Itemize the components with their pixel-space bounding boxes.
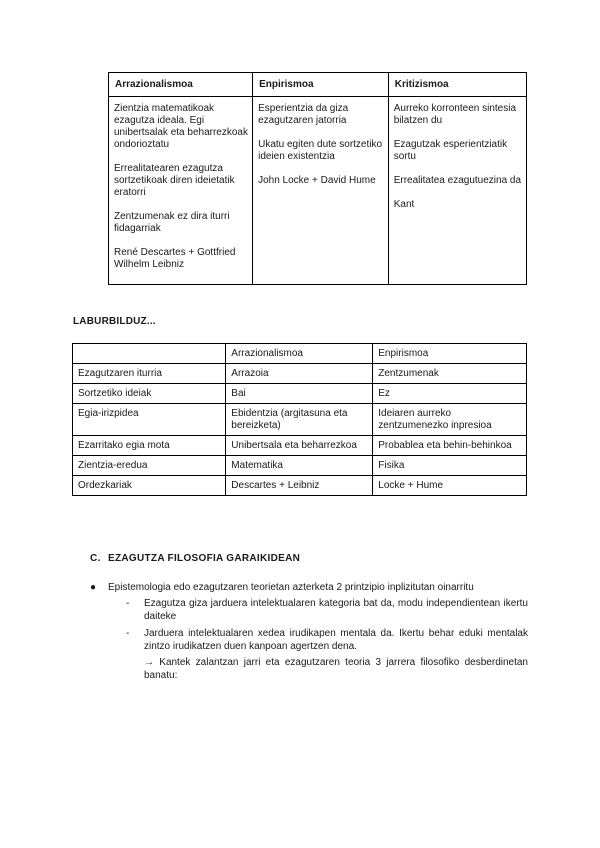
- table-cell: Ez: [373, 384, 527, 404]
- bullet-icon: ●: [90, 582, 97, 593]
- sub-item-text: → Kantek zalantzan jarri eta ezagutzaren teoria 3 jarrera filosofiko desberdinetan banatu:: [144, 657, 528, 681]
- paragraph: John Locke + David Hume: [258, 175, 376, 186]
- row-label: Ezarritako egia mota: [73, 436, 226, 456]
- paragraph: René Descartes + Gottfried Wilhelm Leibniz: [114, 247, 236, 270]
- table-cell: Arrazoia: [226, 364, 373, 384]
- header-arrazionalismoa: Arrazionalismoa: [109, 73, 253, 97]
- table-cell: Matematika: [226, 456, 373, 476]
- paragraph: Esperientzia da giza ezagutzaren jatorria: [258, 103, 349, 126]
- section-c-heading: [90, 553, 300, 564]
- table-cell: Probablea eta behin-behinkoa: [373, 436, 527, 456]
- paragraph: Kant: [393, 199, 415, 210]
- section-letter: C.: [90, 553, 101, 564]
- comparison-table: [108, 72, 527, 285]
- table-row: [73, 456, 527, 476]
- cell-enpirismoa: [253, 97, 389, 285]
- sub-item: [126, 627, 528, 653]
- row-label: Ordezkariak: [73, 476, 226, 496]
- sub-item: [126, 597, 528, 623]
- paragraph: Ezagutzak esperientziatik sortu: [393, 139, 508, 162]
- header-empty: [73, 344, 226, 364]
- paragraph: Errealitatea ezagutuezina da: [393, 175, 522, 186]
- cell-kritizismoa: [388, 97, 526, 285]
- header-kritizismoa: Kritizismoa: [388, 73, 526, 97]
- table-row: [73, 404, 527, 436]
- row-label: Sortzetiko ideiak: [73, 384, 226, 404]
- row-label: Ezagutzaren iturria: [73, 364, 226, 384]
- row-label: Zientzia-eredua: [73, 456, 226, 476]
- paragraph: Zientzia matematikoak ezagutza ideala. Egi unibertsalak eta beharrezkoak ondorioztatu: [114, 103, 248, 150]
- table-row: [73, 364, 527, 384]
- table-row: [73, 384, 527, 404]
- table-row: [73, 436, 527, 456]
- laburbilduz-heading: LABURBILDUZ...: [73, 316, 156, 327]
- table-header-row: [109, 73, 527, 97]
- summary-table: [72, 343, 527, 496]
- header-enpirismoa: Enpirismoa: [373, 344, 527, 364]
- header-enpirismoa: Enpirismoa: [253, 73, 389, 97]
- table-row: [109, 97, 527, 285]
- section-title: EZAGUTZA FILOSOFIA GARAIKIDEAN: [108, 553, 301, 564]
- paragraph: Aurreko korronteen sintesia bilatzen du: [393, 103, 517, 126]
- table-header-row: [73, 344, 527, 364]
- header-arrazionalismoa: Arrazionalismoa: [226, 344, 373, 364]
- table-cell: Ideiaren aurreko zentzumenezko inpresioa: [373, 404, 527, 436]
- bullet-text: Epistemologia edo ezagutzaren teorietan azterketa 2 printzipio inplizitutan oinarritu: [108, 582, 474, 593]
- table-cell: Fisika: [373, 456, 527, 476]
- table-cell: Unibertsala eta beharrezkoa: [226, 436, 373, 456]
- paragraph: Ukatu egiten dute sortzetiko ideien existentzia: [258, 139, 383, 162]
- paragraph: Zentzumenak ez dira iturri fidagarriak: [114, 211, 230, 234]
- table-cell: Locke + Hume: [373, 476, 527, 496]
- sub-item-arrow: [144, 656, 528, 682]
- row-label: Egia-irizpidea: [73, 404, 226, 436]
- sub-item-text: Jarduera intelektualaren xedea irudikapen mentala da. Ikertu behar eduki mentalak zintzo irudikatzen duen kanpoan agertzen dena.: [144, 628, 528, 652]
- table-cell: Zentzumenak: [373, 364, 527, 384]
- table-cell: Bai: [226, 384, 373, 404]
- dash-icon: -: [126, 628, 130, 639]
- sub-item-text: Ezagutza giza jarduera intelektualaren kategoria bat da, modu independientean ikertu daiteke: [144, 598, 528, 622]
- table-cell: Ebidentzia (argitasuna eta bereizketa): [226, 404, 373, 436]
- table-cell: Descartes + Leibniz: [226, 476, 373, 496]
- dash-icon: -: [126, 598, 130, 609]
- table-row: [73, 476, 527, 496]
- paragraph: Errealitatearen ezagutza sortzetikoak diren ideietatik eratorri: [114, 163, 235, 198]
- cell-arrazionalismoa: [109, 97, 253, 285]
